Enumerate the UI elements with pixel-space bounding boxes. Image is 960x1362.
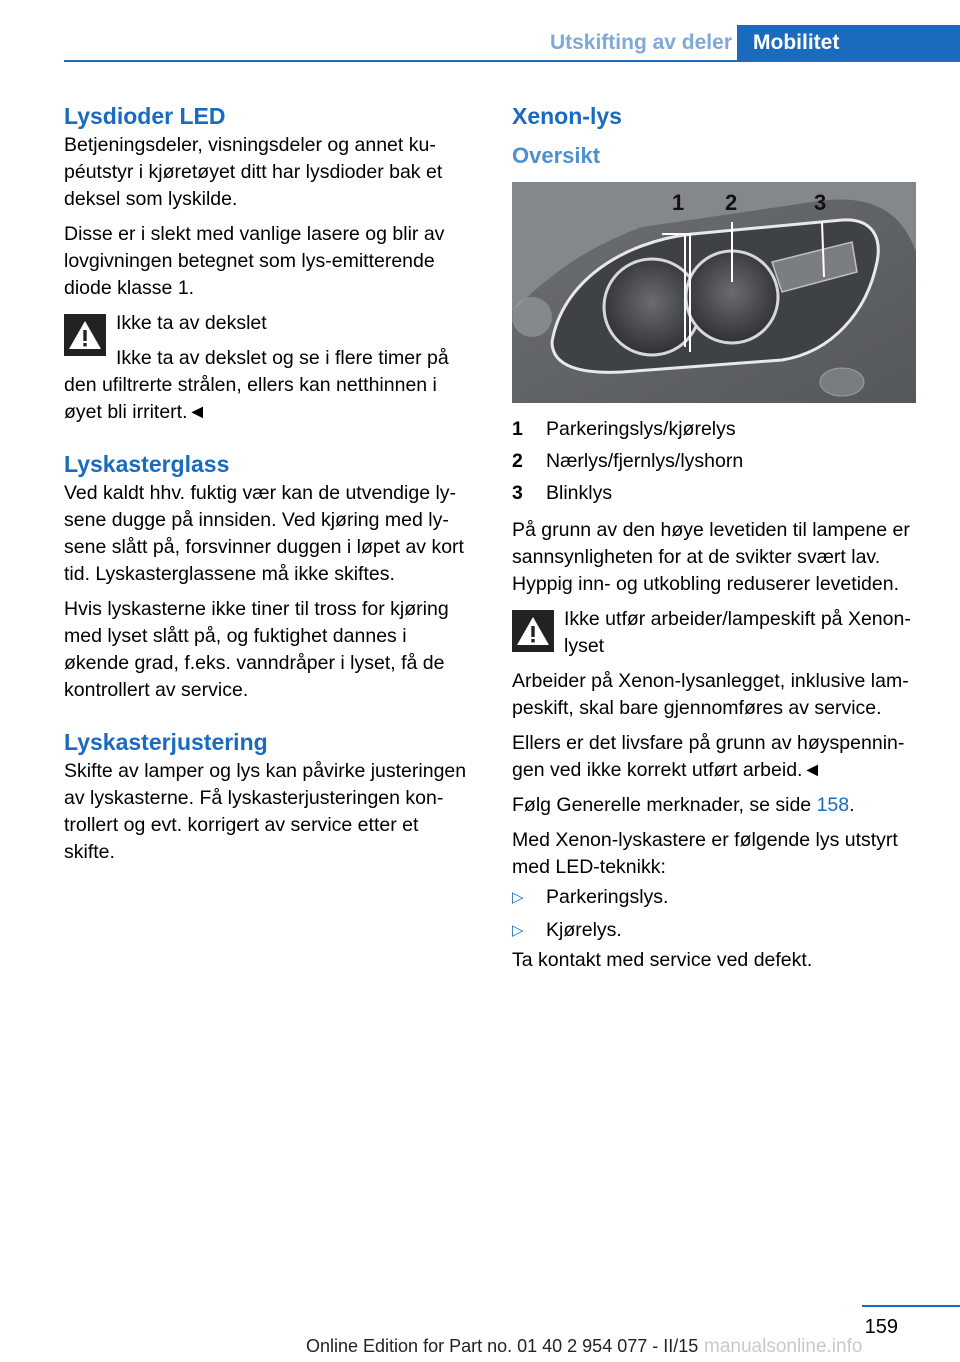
glass-title: Lyskasterglass	[64, 451, 230, 477]
overview-subtitle: Oversikt	[512, 143, 601, 168]
header-chapter-tab: Mobilitet	[737, 25, 960, 61]
list-item	[512, 914, 922, 947]
led-list	[512, 881, 922, 947]
legend-item	[512, 477, 922, 509]
warning-icon	[512, 610, 554, 652]
led-paragraph-2: Disse er i slekt med vanlige lasere og blir av lovgivningen betegnet som lys-emitterende diode klasse 1.	[64, 223, 445, 299]
list-item	[512, 881, 922, 914]
led-equipped-paragraph: Med Xenon-lyskastere er følgende lys utstyrt med LED-teknikk:	[512, 829, 898, 878]
legend-number: 3	[512, 482, 523, 504]
closing-paragraph: Ta kontakt med service ved defekt.	[512, 949, 813, 971]
figure-label-3: 3	[814, 190, 827, 215]
figure-label-2: 2	[725, 190, 738, 215]
legend-text: Blinklys	[546, 482, 613, 504]
legend-text: Parkeringslys/kjørelys	[546, 418, 736, 440]
reference-paragraph	[512, 792, 922, 819]
headlight-figure	[512, 182, 916, 403]
footer-edition: Online Edition for Part no. 01 40 2 954 077 - II/15	[306, 1336, 699, 1356]
bullet-triangle-icon: ▷	[512, 922, 524, 939]
warning-icon	[64, 314, 106, 356]
glass-paragraph-1: Ved kaldt hhv. fuktig vær kan de utvendige lysene dugge på innsiden. Ved kjøring med lysene slått på, forsvinner duggen i løpet av kort tid. Lyskasterglassene må ikke skiftes.	[64, 482, 464, 585]
led-warning-body: Ikke ta av dekslet og se i flere timer på den ufiltrerte strålen, ellers kan netthinnen i øyet bli irritert.◄	[64, 347, 449, 423]
xenon-warning	[512, 606, 922, 784]
glass-paragraph-2: Hvis lyskasterne ikke tiner til tross for kjøring med lyset slått på, og fuktighet dannes i økende grad, f.eks. vanndråper i lyset, få de kontrollert av service.	[64, 598, 449, 701]
lifetime-paragraph: På grunn av den høye levetiden til lampene er sannsynligheten for at de svikter svært lav. Hyppig inn- og utkobling reduserer levetiden.	[512, 519, 910, 595]
left-column	[64, 100, 474, 866]
header-section: Utskifting av deler	[549, 31, 732, 54]
list-item-text: Kjørelys.	[546, 919, 622, 941]
bullet-triangle-icon: ▷	[512, 889, 524, 906]
figure-legend	[512, 413, 922, 509]
xenon-title: Xenon-lys	[512, 103, 622, 129]
xenon-warning-body-1: Arbeider på Xenon-lysanlegget, inklusive lampeskift, skal bare gjennomføres av service.	[512, 670, 909, 719]
legend-item	[512, 445, 922, 477]
reference-text: Følg Generelle merknader, se side	[512, 794, 817, 816]
adjust-paragraph: Skifte av lamper og lys kan påvirke justeringen av lyskasterne. Få lyskasterjusteringen kontrollert og evt. korrigert av service etter et skifte.	[64, 760, 467, 863]
xenon-warning-body-2: Ellers er det livsfare på grunn av høyspenningen ved ikke korrekt utført arbeid.◄	[512, 732, 905, 781]
page-number: 159	[864, 1316, 898, 1338]
adjust-title: Lyskasterjustering	[64, 729, 268, 755]
led-title: Lysdioder LED	[64, 103, 226, 129]
list-item-text: Parkeringslys.	[546, 886, 669, 908]
footer-rule	[862, 1305, 960, 1307]
legend-number: 1	[512, 418, 523, 440]
legend-text: Nærlys/fjernlys/lyshorn	[546, 450, 744, 472]
reference-end: .	[849, 794, 855, 816]
legend-number: 2	[512, 450, 523, 472]
watermark: manualsonline.info	[704, 1336, 863, 1357]
page-reference-link[interactable]: 158	[816, 794, 850, 816]
legend-item	[512, 413, 922, 445]
figure-label-1: 1	[672, 190, 685, 215]
led-warning-heading: Ikke ta av dekslet	[116, 312, 267, 334]
led-warning	[64, 310, 474, 426]
headlight-illustration	[512, 182, 916, 403]
xenon-warning-heading: Ikke utfør arbeider/lampeskift på Xenonlyset	[564, 608, 911, 657]
right-column	[512, 100, 922, 974]
led-paragraph-1: Betjeningsdeler, visningsdeler og annet kupéutstyr i kjøretøyet ditt har lysdioder bak et deksel som lyskilde.	[64, 134, 443, 210]
